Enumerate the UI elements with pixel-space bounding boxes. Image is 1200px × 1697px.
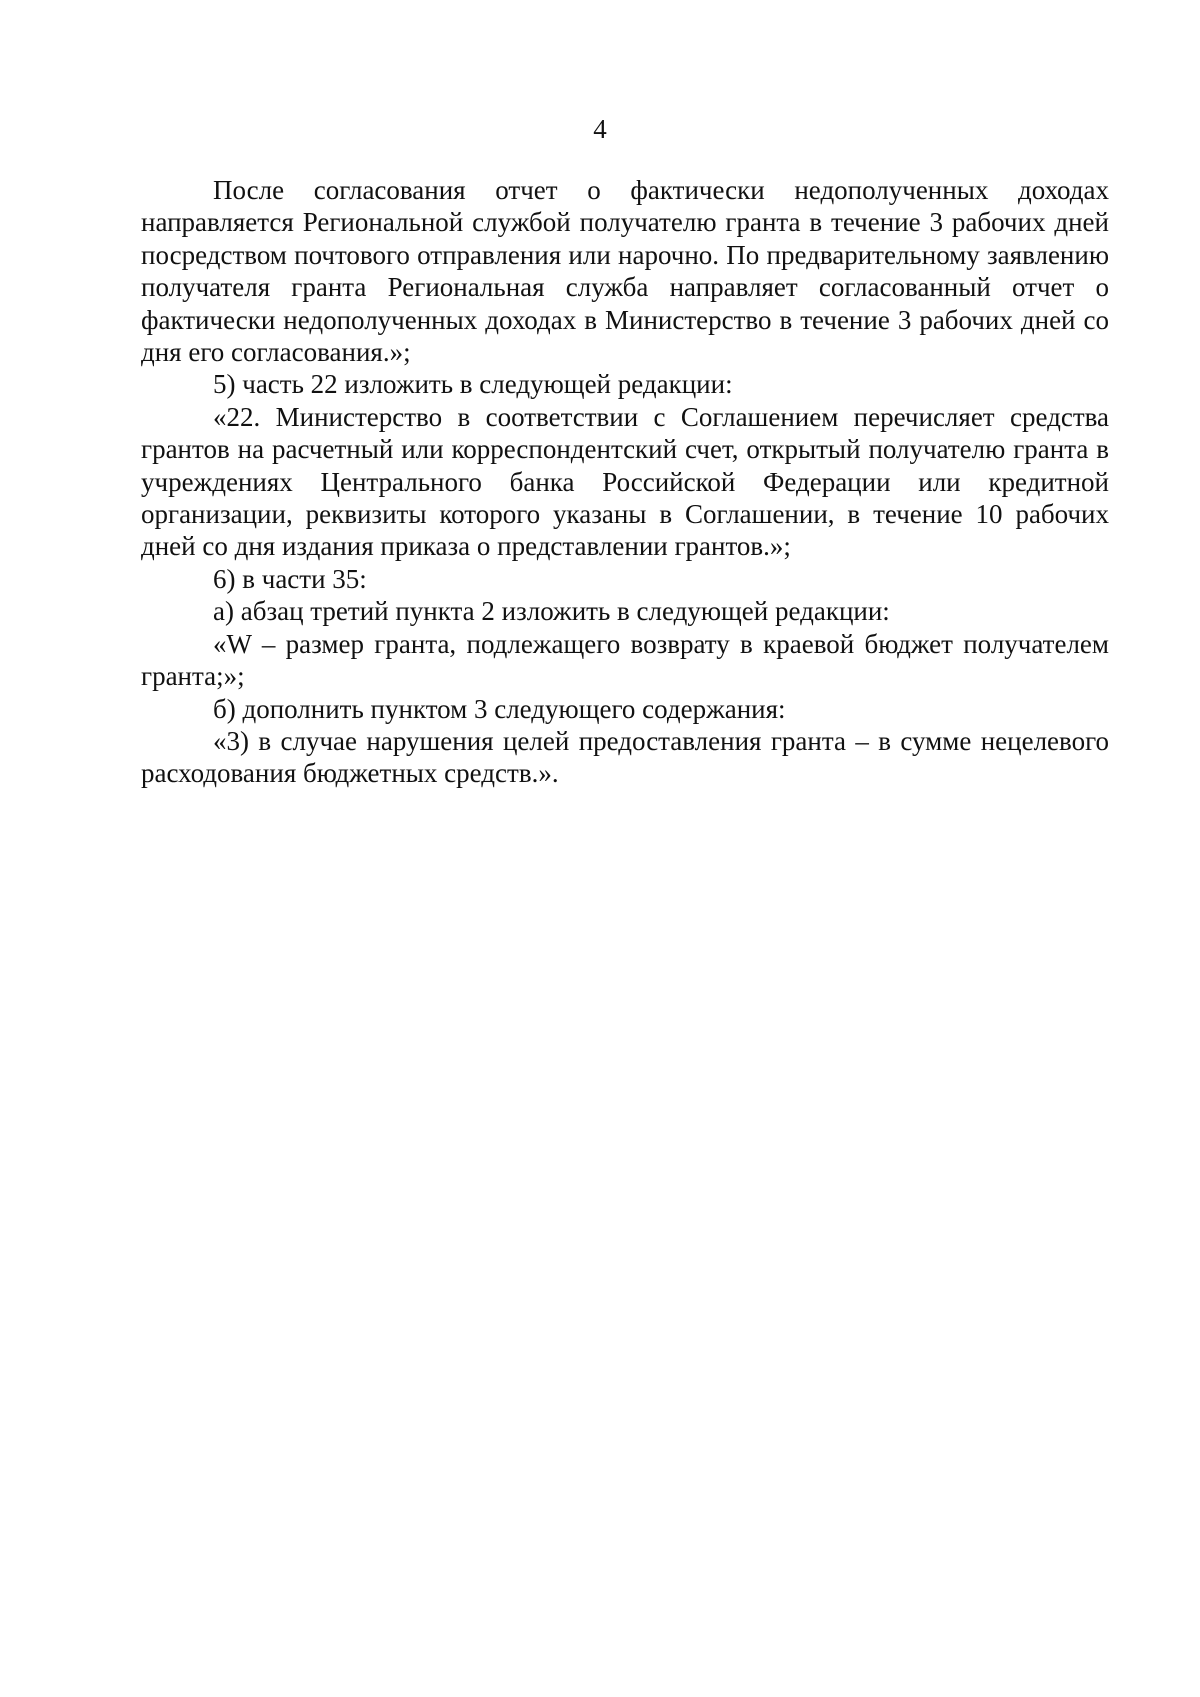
paragraph-item-6: 6) в части 35: <box>213 563 367 594</box>
paragraph-point-3: «3) в случае нарушения целей предоставления гранта – в сумме нецелевого расходования бюджетных средств.». <box>141 725 1109 789</box>
paragraph-subitem-b: б) дополнить пунктом 3 следующего содержания: <box>213 693 786 724</box>
paragraph-subitem-a: а) абзац третий пункта 2 изложить в следующей редакции: <box>213 596 890 627</box>
paragraph-part-22: «22. Министерство в соответствии с Соглашением перечисляет средства грантов на расчетный или корреспондентский счет, открытый получателю гранта в учреждениях Центрального банка Российской Федерации или кредитной организации, реквизиты которого указаны в Соглашении, в течение 10 рабочих дней со дня издания приказа о представлении грантов.»; <box>141 401 1109 562</box>
document-body <box>141 174 1109 790</box>
paragraph-w-definition: «W – размер гранта, подлежащего возврату в краевой бюджет получателем гранта;»; <box>141 628 1109 692</box>
page-number: 4 <box>593 114 607 144</box>
paragraph-report-approval: После согласования отчет о фактически недополученных доходах направляется Региональной службой получателю гранта в течение 3 рабочих дней посредством почтового отправления или нарочно. По предварительному заявлению получателя гранта Региональная служба направляет согласованный отчет о фактически недополученных доходах в Министерство в течение 3 рабочих дней со дня его согласования.»; <box>141 175 1109 368</box>
paragraph-item-5: 5) часть 22 изложить в следующей редакции: <box>213 369 733 400</box>
